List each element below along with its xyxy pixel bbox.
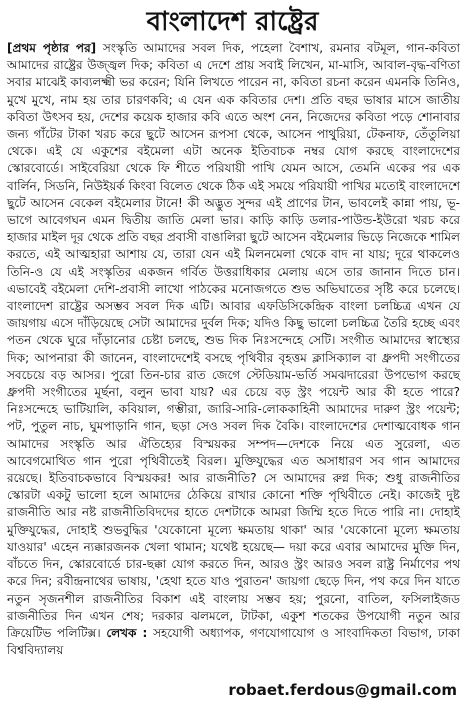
author-email: robaet.ferdous@gmail.com xyxy=(228,681,457,699)
article-title: বাংলাদেশ রাষ্ট্রের xyxy=(146,7,319,37)
article-text: সংস্কৃতি আমাদের সবল দিক, পহেলা বৈশাখ, রমনার বটমূল, গান-কবিতা আমাদের রাষ্ট্রের উজ্জ্বল দিক; কবিতা এ দেশে প্রায় সবাই লিখেন, মা-মাসি, আবাল-বৃদ্ধ-বণিতা সবার মাঝেই কাব্যলক্ষ্মী ভর করেন; যিনি লিখতে পারেন না, কবিতা রচনা করেন এমনকি তিনিও, মুখে মুখে, নাম হয় তার চারণকবি; এ যেন এক কবিতার দেশ। প্রতি বছর ভাষার মাসে জাতীয় কবিতা উৎসব হয়, দেশের কয়েক হাজার কবি এতে অংশ নেন, নিজেদের কবিতা পড়ে শোনাবার জন্য গাঁটের টাকা খরচ করে ছুটে আসেন রূপসা থেকে, আসেন পাথুরিয়া, টেকনাফ, তেঁতুলিয়া থেকে। এই যে একুশের বইমেলা এটা অনেক ইতিবাচক নম্বর যোগ করছে বাংলাদেশের স্কোরবোর্ডে। সাইবেরিয়া থেকে ফি শীতে পরিযায়ী পাখি যেমন আসে, তেমনি একের পর এক বার্লিন, সিডনি, নিউইয়র্ক কিংবা বিলেত থেকে ঠিক এই সময়ে পরিযায়ী পাখির মতোই বাংলাদেশে ছুটে আসেন বেকেল বইমেলার টানে! কী অদ্ভুত সুন্দর এই প্রাণের টান, ভাবলেই কান্না পায়, ভূ-ভাগে আবেগঘন এমন দ্বিতীয় জাতি মেলা ভার। কাড়ি কাড়ি ডলার-পাউন্ড-ইউরো খরচ করে হাজার মাইল দূর থেকে প্রতি বছর প্রবাসী বাঙালিরা ছুটে আসেন বইমেলার ভিড়ে নিজেকে শামিল করতে, এই আত্মহারা আশায় যে, তারা যেন এই মিলনমেলা থেকে বাদ না যায়; দূরে থাকলেও তিনি-ও যে এই সংস্কৃতির একজন গর্বিত উত্তরাধিকার মেলায় এসে তার জানান দিতে চান। এভাবেই বইমেলা দেশি-প্রবাসী লাখো পাঠকের মনোজগতে শুভ অভিঘাতের সৃষ্টি করে চলেছে। বাংলাদেশ রাষ্ট্রের অসম্ভব সবল দিক এটি। আবার এফডিসিকেন্দ্রিক বাংলা চলচ্চিত্র এখন যে জায়গায় এসে দাঁড়িয়েছে সেটা আমাদের দুর্বল দিক; যদিও কিছু ভালো চলচ্চিত্র তৈরি হচ্ছে এবং পতন থেকে ঘুরে দাঁড়ানোর চেষ্টা চলছে, শুভ দিক নিঃসন্দেহে সেটি। সংগীত আমাদের স্বাস্থ্যের দিক; আপনারা কী জানেন, বাংলাদেশেই বসছে পৃথিবীর বৃহত্তম ক্লাসিক্যাল বা ধ্রুপদী সংগীতের সবচেয়ে বড় আসর। পুরো তিন-চার রাত জেগে স্টেডিয়াম-ভর্তি সমঝদারেরা উপভোগ করছে ধ্রুপদী সংগীতের মূর্ছনা, বলুন ভাবা যায়? এর চেয়ে বড় স্ট্রং পয়েন্ট আর কী হতে পারে? নিঃসন্দেহে ভাটিয়ালি, কবিয়াল, গম্ভীরা, জারি-সারি-লোককাহিনী আমাদের দারুণ স্ট্রং পয়েন্ট; পট, পুতুল নাচ, ঘুমপাড়ানি গান, ছড়া সেও সবল দিক বৈকি। বাংলাদেশের দেশাত্মবোধক গান আমাদের সংস্কৃতি আর ঐতিহ্যের বিস্ময়কর সম্পদ—দেশকে নিয়ে এত সুরেলা, এত আবেগমোথিত গান পুরো পৃথিবীতেই বিরল। মুক্তিযুদ্ধের এত অসাধারণ সব গান আমাদের রয়েছে। ইতিবাচকভাবে বিস্ময়কর! আর রাজনীতি? সে আমাদের রুগ্ন দিক; শুধু রাজনীতির স্কোরটা একটু ভালো হলে আমাদের ঠেকিয়ে রাখার কোনো শক্তি পৃথিবীতে নেই। কাজেই দুষ্ট রাজনীতি আর নষ্ট রাজনীতিবিদদের হাতে দেশটাকে আমরা জিম্মি হতে দিতে পারি না। দোহাই মুক্তিযুদ্ধের, দোহাই শুভবুদ্ধির 'যেকোনো মূল্যে ক্ষমতায় থাকা' আর 'যেকোনো মূল্যে ক্ষমতায় যাওয়ার' এহেন ন্যক্কারজনক খেলা থামান; যথেষ্ট হয়েছে— দয়া করে এবার আমাদের মুক্তি দিন, বাঁচতে দিন, স্কোরবোর্ডে চার-ছক্কা যোগ করতে দিন, আরও স্ট্রং আরও সবল রাষ্ট্র নির্মাণের পথ করে দিন; রবীন্দ্রনাথের ভাষায়, 'হেথা হতে যাও পুরাতন' জায়গা ছেড়ে দিন, পথ করে দিন যাতে নতুন সৃজনশীল রাজনীতির বিকাশ এই বাংলায় সম্ভব হয়; পুরনো, বাতিল, ফসিলাইজড রাজনীতির দিন এখন শেষ; দরকার ঝলমলে, টাটকা, একুশ শতকের উপযোগী নতুন আর ক্রিয়েটিভ পলিটিক্স। xyxy=(7,41,460,640)
article-body xyxy=(7,40,460,659)
author-label: লেখক : xyxy=(106,625,148,640)
author-affiliation: সহযোগী অধ্যাপক, গণযোগাযোগ ও সাংবাদিকতা বিভাগ, ঢাকা বিশ্ববিদ্যালয় xyxy=(7,625,461,658)
continuation-label: [প্রথম পৃষ্ঠার পর] xyxy=(7,41,97,55)
article-paragraph xyxy=(7,40,460,659)
